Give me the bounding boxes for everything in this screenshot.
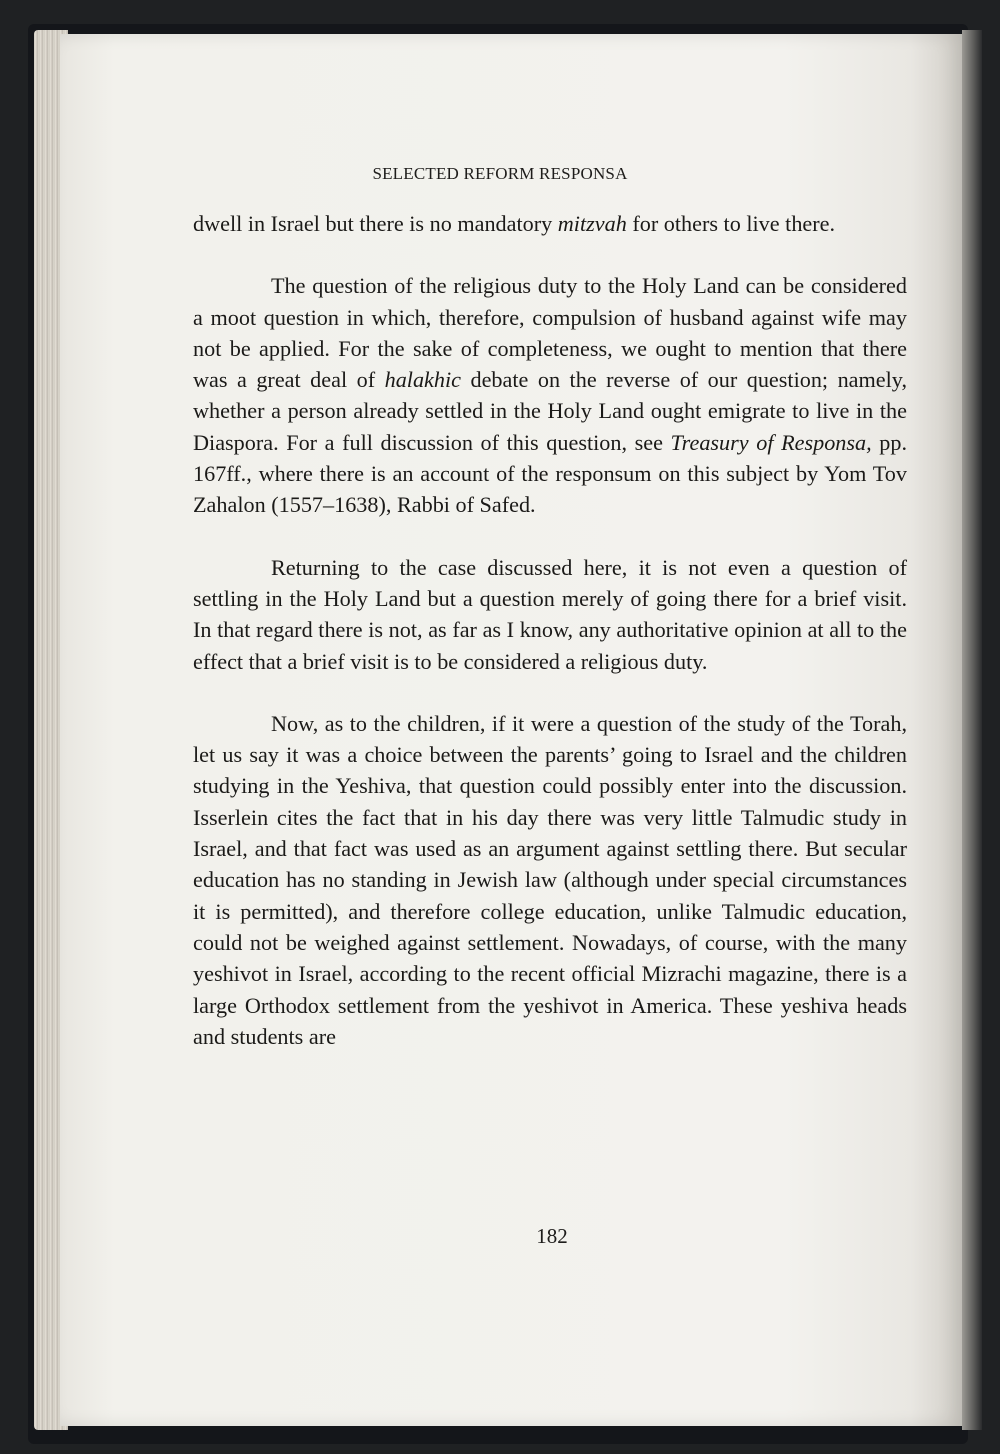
italic-title-treasury: Treasury of Responsa, (670, 429, 872, 455)
paragraph-2 (193, 270, 907, 520)
text-run: dwell in Israel but there is no mandatory (193, 211, 558, 236)
text-run: debate on the reverse of our question; namely, whether a person already settled in the Holy Land ought emigrate to live in the Diaspora. For a full discussion of this question, see (193, 367, 907, 455)
text-run: pp. 167ff., where there is an account of the responsum on this subject by Yom Tov Zahalon (1557–1638), Rabbi of Safed. (193, 429, 908, 518)
italic-term-halakhic: halakhic (384, 367, 461, 393)
running-header: SELECTED REFORM RESPONSA (372, 164, 628, 183)
italic-term-mitzvah: mitzvah (557, 211, 627, 236)
body-text (193, 208, 907, 1083)
text-run: Returning to the case discussed here, it is not even a question of settling in the Holy Land but a question merely of going there for a brief visit. In that regard there is not, as far as I know, any authoritative opinion at all to the effect that a brief visit is to be considered a religious duty. (193, 554, 907, 674)
page-number: 182 (536, 1224, 568, 1248)
paragraph-1 (193, 208, 907, 239)
text-run: for others to live there. (626, 211, 836, 236)
binding-edge (962, 30, 982, 1430)
text-run: The question of the religious duty to the Holy Land can be considered a moot question in which, therefore, compulsion of husband against wife may not be applied. For the sake of completeness, we ought to mention that there was a great deal of (193, 273, 907, 393)
paragraph-3 (193, 552, 907, 677)
paragraph-4 (193, 708, 907, 1052)
text-run: Now, as to the children, if it were a question of the study of the Torah, let us say it was a choice between the parents’ going to Israel and the children studying in the Yeshiva, that question could possibly enter into the discussion. Isserlein cites the fact that in his day there was very little Talmudic study in Israel, and that fact was used as an argument against settling there. But secular education has no standing in Jewish law (although under special circumstances it is permitted), and therefore college education, unlike Talmudic education, could not be weighed against settlement. Nowadays, of course, with the many yeshivot in Israel, according to the recent official Mizrachi magazine, there is a large Orthodox settlement from the yeshivot in America. These yeshiva heads and students are (193, 710, 907, 1049)
